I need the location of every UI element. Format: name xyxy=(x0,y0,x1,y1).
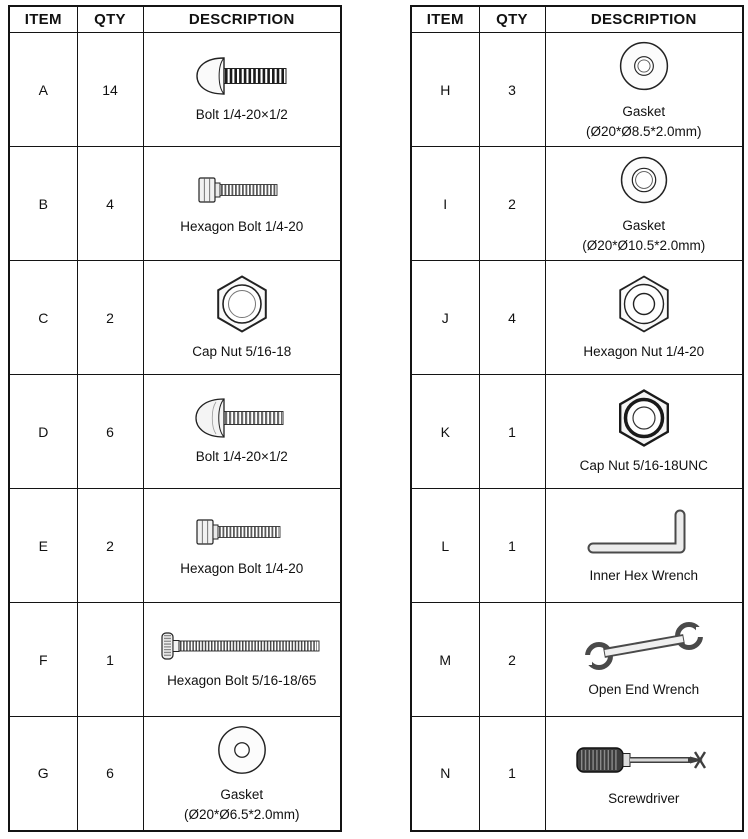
qty-cell: 2 xyxy=(479,603,545,717)
part-description xyxy=(586,102,702,141)
part-description: Bolt 1/4-20×1/2 xyxy=(195,107,288,123)
item-cell: N xyxy=(411,717,479,831)
part-description: Inner Hex Wrench xyxy=(589,568,699,584)
table-row xyxy=(411,147,743,261)
item-cell: I xyxy=(411,147,479,261)
description-cell xyxy=(143,147,341,261)
part-description-line1: Gasket xyxy=(622,218,666,234)
open-end-wrench-icon xyxy=(582,619,706,673)
screwdriver-icon xyxy=(574,738,714,782)
qty-cell: 2 xyxy=(77,261,143,375)
table-row xyxy=(411,375,743,489)
table-row xyxy=(9,261,341,375)
item-cell: K xyxy=(411,375,479,489)
qty-cell: 1 xyxy=(479,375,545,489)
item-cell: L xyxy=(411,489,479,603)
description-cell xyxy=(545,33,743,147)
qty-cell: 1 xyxy=(479,717,545,831)
part-description: Hexagon Bolt 1/4-20 xyxy=(180,561,304,577)
item-header: ITEM xyxy=(411,6,479,33)
long-hexagon-bolt-icon xyxy=(158,628,326,664)
parts-table-left xyxy=(8,5,342,832)
description-cell xyxy=(143,375,341,489)
part-description: Screwdriver xyxy=(608,790,680,806)
part-description: Open End Wrench xyxy=(588,682,700,698)
table-row xyxy=(9,147,341,261)
description-cell xyxy=(545,147,743,261)
header-row xyxy=(411,6,743,33)
qty-cell: 14 xyxy=(77,33,143,147)
tables-wrap xyxy=(8,5,748,832)
gasket-icon xyxy=(615,151,673,209)
description-cell xyxy=(143,261,341,375)
item-cell: D xyxy=(9,375,77,489)
qty-cell: 1 xyxy=(479,489,545,603)
table-row xyxy=(411,261,743,375)
description-cell xyxy=(545,261,743,375)
part-description: Hexagon Bolt 5/16-18/65 xyxy=(167,673,317,689)
item-cell: G xyxy=(9,717,77,831)
description-cell xyxy=(143,489,341,603)
hexagon-bolt-icon xyxy=(194,170,290,210)
qty-cell: 1 xyxy=(77,603,143,717)
item-cell: M xyxy=(411,603,479,717)
table-row xyxy=(9,375,341,489)
item-cell: F xyxy=(9,603,77,717)
item-cell: A xyxy=(9,33,77,147)
gasket-icon xyxy=(615,37,673,95)
item-cell: J xyxy=(411,261,479,375)
description-cell xyxy=(545,375,743,489)
description-cell xyxy=(143,603,341,717)
item-header: ITEM xyxy=(9,6,77,33)
qty-cell: 4 xyxy=(479,261,545,375)
item-cell: B xyxy=(9,147,77,261)
part-description: Cap Nut 5/16-18 xyxy=(192,344,292,360)
item-cell: H xyxy=(411,33,479,147)
cap-nut-icon xyxy=(613,387,675,449)
description-cell xyxy=(545,717,743,831)
qty-cell: 6 xyxy=(77,375,143,489)
part-description: Hexagon Nut 1/4-20 xyxy=(583,344,705,360)
qty-cell: 6 xyxy=(77,717,143,831)
item-cell: C xyxy=(9,261,77,375)
table-row xyxy=(9,33,341,147)
parts-table-right xyxy=(410,5,744,832)
description-header: DESCRIPTION xyxy=(143,6,341,33)
table-row xyxy=(411,489,743,603)
part-description: Cap Nut 5/16-18UNC xyxy=(579,458,708,474)
table-row xyxy=(411,603,743,717)
table-row xyxy=(411,717,743,831)
qty-cell: 3 xyxy=(479,33,545,147)
table-row xyxy=(9,717,341,831)
part-description-line1: Gasket xyxy=(622,104,666,120)
hexagon-bolt-icon xyxy=(192,512,292,552)
round-head-bolt-icon xyxy=(192,396,292,440)
table-row xyxy=(9,603,341,717)
item-cell: E xyxy=(9,489,77,603)
part-description xyxy=(582,216,705,255)
hexagon-nut-icon xyxy=(613,273,675,335)
qty-cell: 2 xyxy=(77,489,143,603)
part-description-line1: Gasket xyxy=(220,787,264,803)
qty-cell: 4 xyxy=(77,147,143,261)
part-description-line2: (Ø20*Ø8.5*2.0mm) xyxy=(585,124,702,139)
part-description-line2: (Ø20*Ø6.5*2.0mm) xyxy=(183,806,300,822)
table-row xyxy=(411,33,743,147)
description-header: DESCRIPTION xyxy=(545,6,743,33)
description-cell xyxy=(143,33,341,147)
part-description xyxy=(184,785,300,824)
inner-hex-wrench-icon xyxy=(583,505,705,559)
part-description: Hexagon Bolt 1/4-20 xyxy=(180,219,304,235)
part-description: Bolt 1/4-20×1/2 xyxy=(195,449,288,465)
qty-header: QTY xyxy=(77,6,143,33)
qty-cell: 2 xyxy=(479,147,545,261)
cap-nut-icon xyxy=(211,273,273,335)
description-cell xyxy=(545,489,743,603)
table-row xyxy=(9,489,341,603)
header-row xyxy=(9,6,341,33)
part-description-line2: (Ø20*Ø10.5*2.0mm) xyxy=(582,238,706,253)
gasket-icon xyxy=(214,722,270,778)
truss-head-bolt-icon xyxy=(192,54,292,98)
description-cell xyxy=(143,717,341,831)
description-cell xyxy=(545,603,743,717)
qty-header: QTY xyxy=(479,6,545,33)
